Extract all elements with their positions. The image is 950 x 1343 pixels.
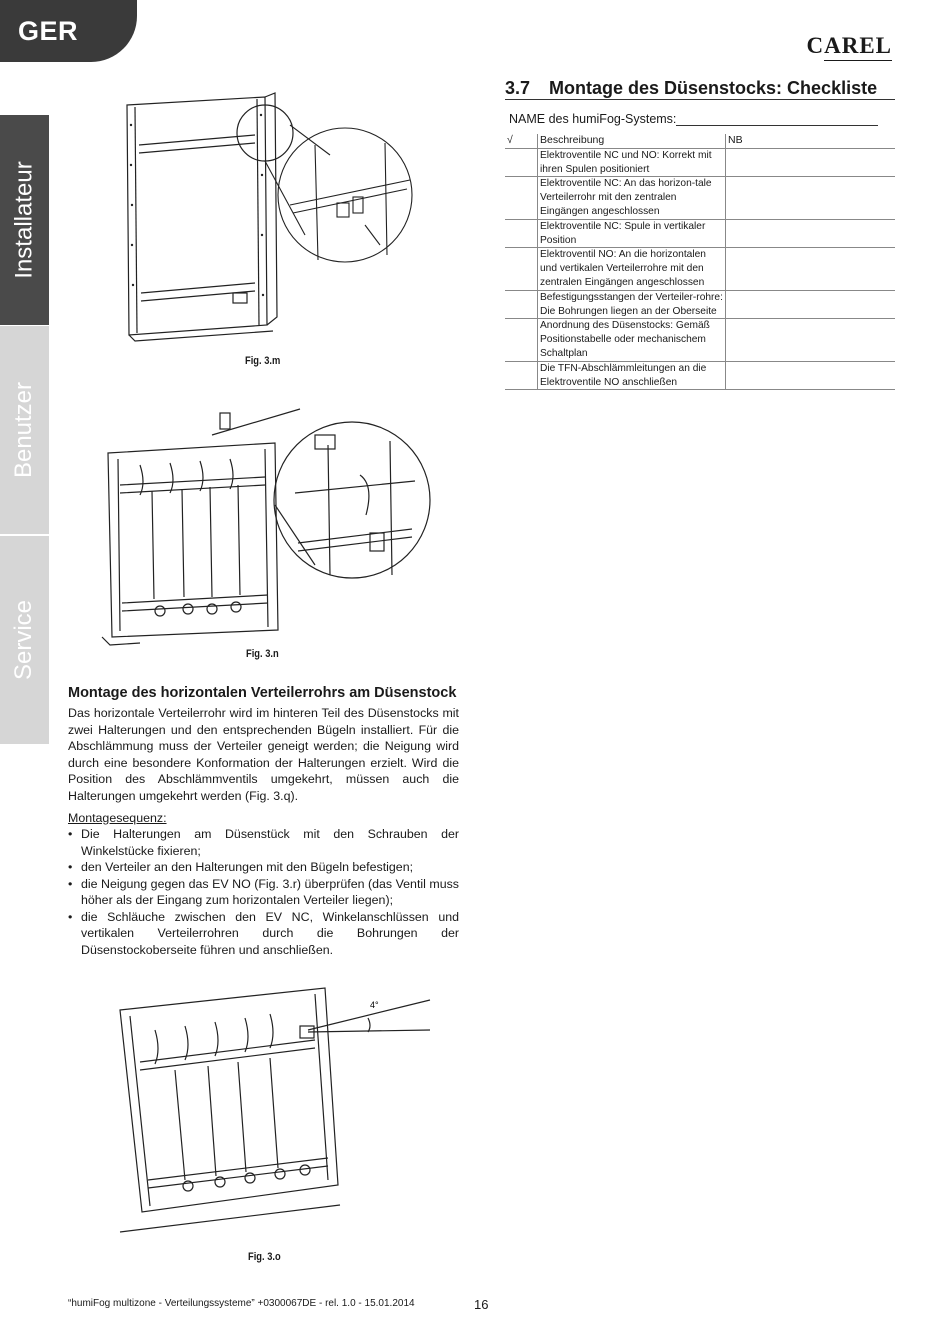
title-rule	[505, 99, 895, 100]
carel-logo: CAREL	[806, 33, 892, 58]
figure-3o-drawing	[100, 980, 440, 1240]
side-tab-benutzer[interactable]	[0, 326, 49, 534]
system-name-blank[interactable]	[676, 113, 878, 126]
table-row	[505, 248, 895, 290]
notes-cell[interactable]	[726, 361, 896, 390]
description-cell: Befestigungsstangen der Verteiler-rohre: Die Bohrungen liegen an der Oberseite	[538, 290, 726, 319]
check-cell[interactable]	[505, 319, 538, 361]
description-cell: Die TFN-Abschlämmleitungen an die Elektroventile NO anschließen	[538, 361, 726, 390]
description-cell: Anordnung des Düsenstocks: Gemäß Positionstabelle oder mechanischem Schaltplan	[538, 319, 726, 361]
description-cell: Elektroventile NC: Spule in vertikaler Position	[538, 219, 726, 248]
side-tab-label: Service	[10, 599, 38, 681]
notes-cell[interactable]	[726, 148, 896, 177]
table-row	[505, 361, 895, 390]
check-cell[interactable]	[505, 219, 538, 248]
header-notes: NB	[726, 134, 896, 148]
section-number: 3.7	[505, 78, 531, 98]
table-row	[505, 148, 895, 177]
section-title-text: Montage des Düsenstocks: Checkliste	[549, 78, 878, 98]
header-description: Beschreibung	[538, 134, 726, 148]
sequence-title: Montagesequenz:	[68, 811, 167, 825]
check-cell[interactable]	[505, 290, 538, 319]
list-item: • die Neigung gegen das EV NO (Fig. 3.r) überprüfen (das Ventil muss höher als der Eingang zum horizontalen Verteiler liegen);	[68, 876, 459, 909]
side-tab-label: Benutzer	[10, 381, 38, 479]
figure-caption: Fig. 3.o	[248, 1251, 281, 1263]
footer-document-info: “humiFog multizone - Verteilungssysteme” +0300067DE - rel. 1.0 - 15.01.2014	[68, 1298, 415, 1309]
figure-caption: Fig. 3.n	[246, 648, 279, 660]
page-number: 16	[474, 1297, 489, 1312]
language-tab	[0, 0, 137, 62]
checklist-table	[505, 134, 895, 390]
check-cell[interactable]	[505, 148, 538, 177]
figure-caption: Fig. 3.m	[245, 355, 281, 367]
notes-cell[interactable]	[726, 177, 896, 219]
list-item: • die Schläuche zwischen den EV NC, Winkelanschlüssen und vertikalen Verteilerrohren durch die Bohrungen der Düsenstockoberseite führen und anschließen.	[68, 909, 459, 959]
check-cell[interactable]	[505, 177, 538, 219]
mount-heading: Montage des horizontalen Verteilerrohrs am Düsenstock	[68, 685, 457, 701]
description-cell: Elektroventil NO: An die horizontalen und vertikalen Verteilerrohre mit den zentralen Eingängen angeschlossen	[538, 248, 726, 290]
notes-cell[interactable]	[726, 219, 896, 248]
sequence-list	[68, 826, 459, 958]
check-cell[interactable]	[505, 248, 538, 290]
system-name-label: NAME des humiFog-Systems:	[509, 112, 677, 126]
notes-cell[interactable]	[726, 248, 896, 290]
description-cell: Elektroventile NC: An das horizon-tale Verteilerrohr mit den zentralen Eingängen angeschlossen	[538, 177, 726, 219]
table-row	[505, 177, 895, 219]
mount-paragraph: Das horizontale Verteilerrohr wird im hinteren Teil des Düsenstocks mit zwei Halterungen und den entsprechenden Bügeln installiert. Für die Abschlämmung muss der Verteiler geneigt werden; die Neigung wird durch eine besondere Konformation der Halterungen erzielt. Wird die Position des Abschlämmventils umgekehrt, müssen auch die Halterungen umgekehrt werden (Fig. 3.q).	[68, 706, 459, 803]
table-header-row	[505, 134, 895, 148]
header-check: √	[505, 134, 538, 148]
notes-cell[interactable]	[726, 290, 896, 319]
list-item: • Die Halterungen am Düsenstück mit den Schrauben der Winkelstücke fixieren;	[68, 826, 459, 859]
angle-label: 4°	[370, 1000, 379, 1010]
section-title	[505, 78, 877, 99]
side-tab-service[interactable]	[0, 536, 49, 744]
table-row	[505, 319, 895, 361]
logo-underline	[824, 60, 892, 61]
figure-3m-drawing	[115, 85, 420, 350]
list-item: • den Verteiler an den Halterungen mit den Bügeln befestigen;	[68, 859, 459, 876]
check-cell[interactable]	[505, 361, 538, 390]
language-label: GER	[18, 15, 79, 46]
notes-cell[interactable]	[726, 319, 896, 361]
system-name-line	[509, 112, 878, 126]
table-row	[505, 219, 895, 248]
side-tab-label: Installateur	[10, 161, 38, 279]
description-cell: Elektroventile NC und NO: Korrekt mit ihren Spulen positioniert	[538, 148, 726, 177]
table-row	[505, 290, 895, 319]
figure-3n-drawing	[100, 405, 440, 645]
side-tab-installateur[interactable]	[0, 115, 49, 325]
